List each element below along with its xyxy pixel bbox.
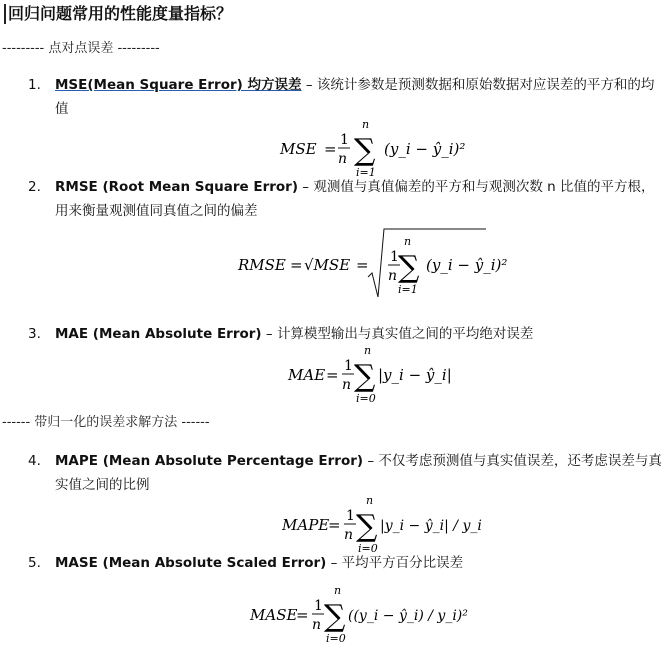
formula-mape xyxy=(282,496,502,556)
svg-text:n: n xyxy=(312,617,322,633)
sum-upper: n xyxy=(404,235,412,248)
item-number: 3. xyxy=(28,326,41,342)
formula-lhs: MASE xyxy=(250,606,298,624)
formula-lhs: RMSE xyxy=(238,256,286,274)
svg-text:=: = xyxy=(356,256,369,274)
metric-description: 该统计参数是预测数据和原始数据对应误差的平方和的均值 xyxy=(55,77,655,117)
svg-text:∑: ∑ xyxy=(354,133,376,168)
sum-upper: n xyxy=(364,344,372,357)
item-number: 1. xyxy=(28,77,41,93)
sum-lower: i=0 xyxy=(356,392,376,405)
svg-text:∑: ∑ xyxy=(324,599,346,634)
svg-text:∑: ∑ xyxy=(398,250,420,285)
metric-item-mape: 4. MAPE (Mean Absolute Percentage Error) – 不仅考虑预测值与真实值误差，还考虑误差与真实值之间的比例 xyxy=(28,449,664,497)
metric-item-mae: 3. MAE (Mean Absolute Error) – 计算模型输出与真实值之间的平均绝对误差 xyxy=(28,322,664,346)
formula-lhs: MAPE xyxy=(282,516,330,534)
sum-lower: i=0 xyxy=(326,632,346,645)
item-number: 5. xyxy=(28,555,41,571)
formula-rmse xyxy=(238,225,508,305)
sum-upper: n xyxy=(366,494,374,507)
svg-text:1: 1 xyxy=(340,132,349,148)
metric-description: 不仅考虑预测值与真实值误差，还考虑误差与真实值之间的比例 xyxy=(55,453,662,493)
metric-item-rmse: 2. RMSE (Root Mean Square Error) – 观测值与真值偏差的平方和与观测次数 n 比值的平方根，用来衡量观测值同真值之间的偏差 xyxy=(28,175,664,223)
svg-text:n: n xyxy=(344,527,354,543)
metric-description: 平均平方百分比误差 xyxy=(341,555,464,571)
page-title: 回归问题常用的性能度量指标？ xyxy=(4,4,232,24)
svg-text:=: = xyxy=(290,256,303,274)
section-point-to-point: --------- 点对点误差 --------- xyxy=(2,41,160,56)
svg-text:1: 1 xyxy=(346,508,355,524)
metric-name: MASE (Mean Absolute Scaled Error) xyxy=(55,555,327,571)
sum-lower: i=0 xyxy=(358,542,378,555)
sum-upper: n xyxy=(334,584,342,597)
formula-mae xyxy=(288,346,468,406)
svg-text:=: = xyxy=(328,516,341,534)
formula-rhs: |y_i − ŷ_i| xyxy=(378,366,452,384)
section-normalized: ------ 带归一化的误差求解方法 ------ xyxy=(2,415,210,430)
formula-rhs: ((y_i − ŷ_i) / y_i)² xyxy=(348,608,468,624)
formula-mid: √MSE xyxy=(304,256,351,274)
metric-item-mse: 1. MSE(Mean Square Error) 均方误差 – 该统计参数是预测数据和原始数据对应误差的平方和的均值 xyxy=(28,73,664,121)
metric-name: MSE(Mean Square Error) 均方误差 xyxy=(55,77,302,93)
metric-description: 计算模型输出与真实值之间的平均绝对误差 xyxy=(276,326,534,342)
formula-mse xyxy=(280,120,480,180)
formula-rhs: (y_i − ŷ_i)² xyxy=(384,140,466,158)
metric-item-mase: 5. MASE (Mean Absolute Scaled Error) – 平均平方百分比误差 xyxy=(28,551,664,575)
metric-name: RMSE (Root Mean Square Error) xyxy=(55,179,299,195)
formula-rhs: |y_i − ŷ_i| / y_i xyxy=(380,518,482,534)
svg-text:n: n xyxy=(342,377,352,393)
svg-text:n: n xyxy=(338,151,348,167)
item-number: 2. xyxy=(28,179,41,195)
formula-lhs: MSE xyxy=(280,140,317,158)
item-number: 4. xyxy=(28,453,41,469)
svg-text:1: 1 xyxy=(390,249,399,265)
svg-text:1: 1 xyxy=(314,598,323,614)
svg-text:=: = xyxy=(324,140,337,158)
sum-lower: i=1 xyxy=(356,166,376,179)
svg-text:∑: ∑ xyxy=(354,359,376,394)
svg-text:=: = xyxy=(326,366,339,384)
metric-description: 观测值与真值偏差的平方和与观测次数 n 比值的平方根，用来衡量观测值同真值之间的偏差 xyxy=(55,179,655,219)
formula-rhs: (y_i − ŷ_i)² xyxy=(426,256,508,274)
formula-mase xyxy=(250,586,470,646)
formula-lhs: MAE xyxy=(288,366,326,384)
metric-name: MAPE (Mean Absolute Percentage Error) xyxy=(55,453,364,469)
svg-text:1: 1 xyxy=(344,358,353,374)
sum-lower: i=1 xyxy=(398,283,418,296)
sum-upper: n xyxy=(362,118,370,131)
svg-text:n: n xyxy=(388,268,398,284)
svg-text:∑: ∑ xyxy=(356,509,378,544)
svg-text:=: = xyxy=(296,606,309,624)
metric-name: MAE (Mean Absolute Error) xyxy=(55,326,262,342)
